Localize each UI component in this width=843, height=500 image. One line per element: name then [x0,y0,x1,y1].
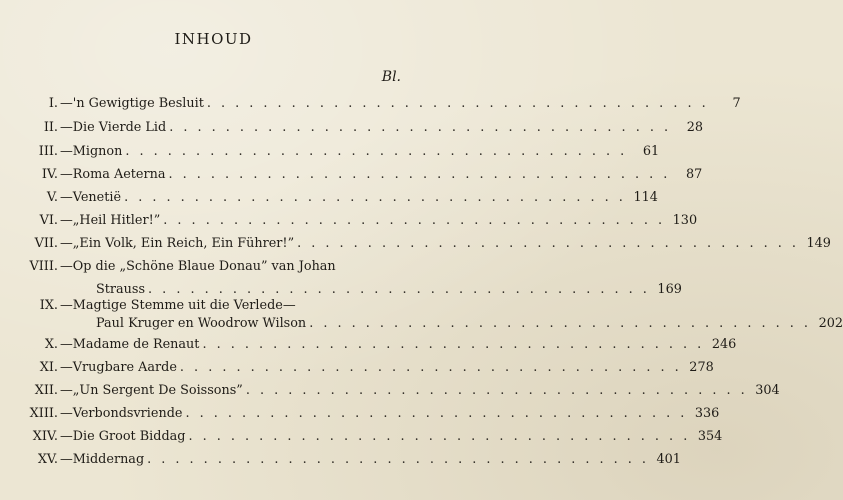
chapter-number: III. [38,144,58,159]
chapter-title: —'n Gewigtige Besluit [60,96,204,111]
chapter-page: 7 [732,96,741,111]
chapter-title: —Verbondsvriende [60,406,183,421]
chapter-page: 28 [686,120,704,135]
chapter-page: 246 [711,337,737,352]
dot-leader: . . . . . . . . . . . . . . . . . . . . . . . . . . . . . . . . . . . . [168,167,671,182]
toc-entry-3 [0,142,660,161]
chapter-title: —Venetië [60,190,122,205]
dot-leader: . . . . . . . . . . . . . . . . . . . . . . . . . . . . . . . . . . . . [125,144,628,159]
dot-leader: . . . . . . . . . . . . . . . . . . . . . . . . . . . . . . . . . . . . [297,236,799,251]
toc-entry-13 [0,404,720,423]
toc-entry-15 [0,450,681,469]
toc-entry-12 [0,381,780,400]
toc-entry-7 [0,234,831,253]
dot-leader: . . . . . . . . . . . . . . . . . . . . . . . . . . . . . . . . . . . . [179,360,682,375]
chapter-number: IV. [41,167,58,182]
chapter-title: —„Ein Volk, Ein Reich, Ein Führer!” [60,236,295,251]
chapter-number: VIII. [29,259,58,274]
chapter-title: —Die Vierde Lid [60,120,167,135]
chapter-title: —Madame de Renaut [60,337,200,352]
toc-entry-10 [0,335,737,354]
toc-entry-9 [0,296,401,315]
chapter-title: —Die Groot Biddag [60,429,186,444]
chapter-page: 401 [656,452,681,467]
chapter-title: —Op die „Schöne Blaue Donau” van Johan [60,259,336,274]
dot-leader: . . . . . . . . . . . . . . . . . . . . . . . . . . . . . . . . . . . . [148,282,650,297]
chapter-number: VI. [39,213,58,228]
dot-leader: . . . . . . . . . . . . . . . . . . . . . . . . . . . . . . . . . . . . [206,96,709,111]
toc-entry-8 [0,257,401,276]
dot-leader: . . . . . . . . . . . . . . . . . . . . . . . . . . . . . . . . . . . . [245,383,748,398]
chapter-number: XII. [34,383,58,398]
chapter-number: IX. [39,298,58,313]
toc-entry-2 [0,118,704,137]
chapter-page: 202 [818,316,843,331]
chapter-title: —Mignon [60,144,123,159]
chapter-number: I. [48,96,58,111]
chapter-title-continued: Strauss [96,282,146,297]
chapter-page: 169 [657,282,682,297]
dot-leader: . . . . . . . . . . . . . . . . . . . . . . . . . . . . . . . . . . . . [169,120,672,135]
chapter-number: XV. [37,452,58,467]
chapter-title: —Vrugbare Aarde [60,360,177,375]
chapter-number: XIII. [29,406,58,421]
toc-entry-11 [0,358,714,377]
chapter-title: —Roma Aeterna [60,167,166,182]
chapter-page: 336 [694,406,720,421]
chapter-number: II. [43,120,58,135]
dot-leader: . . . . . . . . . . . . . . . . . . . . . . . . . . . . . . . . . . . . [147,452,649,467]
chapter-page: 130 [672,213,698,228]
chapter-page: 149 [806,236,831,251]
chapter-title: —Middernag [60,452,145,467]
chapter-number: V. [46,190,58,205]
chapter-title: —Magtige Stemme uit die Verlede— [60,298,296,313]
chapter-title: —„Heil Hitler!” [60,213,161,228]
chapter-page: 61 [642,144,660,159]
chapter-title: —„Un Sergent De Soissons” [60,383,243,398]
toc-entry-14 [0,427,723,446]
chapter-page: 87 [686,167,703,182]
chapter-number: VII. [34,236,58,251]
page-column-header: Bl. [381,69,401,85]
toc-entry-6 [0,211,698,230]
chapter-page: 278 [689,360,714,375]
toc-entry-4 [0,165,703,184]
toc-entry-9-continued [0,314,843,333]
chapter-page: 304 [755,383,780,398]
dot-leader: . . . . . . . . . . . . . . . . . . . . . . . . . . . . . . . . . . . . [185,406,688,421]
dot-leader: . . . . . . . . . . . . . . . . . . . . . . . . . . . . . . . . . . . . [202,337,705,352]
dot-leader: . . . . . . . . . . . . . . . . . . . . . . . . . . . . . . . . . . . . [163,213,666,228]
dot-leader: . . . . . . . . . . . . . . . . . . . . . . . . . . . . . . . . . . . . [309,316,811,331]
chapter-number: XIV. [32,429,58,444]
chapter-page: 354 [697,429,723,444]
toc-entry-1 [0,94,741,113]
chapter-number: X. [44,337,58,352]
chapter-page: 114 [633,190,658,205]
toc-entry-5 [0,188,658,207]
chapter-number: XI. [39,360,58,375]
dot-leader: . . . . . . . . . . . . . . . . . . . . . . . . . . . . . . . . . . . . [188,429,691,444]
chapter-title-continued: Paul Kruger en Woodrow Wilson [96,316,307,331]
dot-leader: . . . . . . . . . . . . . . . . . . . . . . . . . . . . . . . . . . . . [124,190,626,205]
contents-heading: INHOUD [174,30,253,48]
